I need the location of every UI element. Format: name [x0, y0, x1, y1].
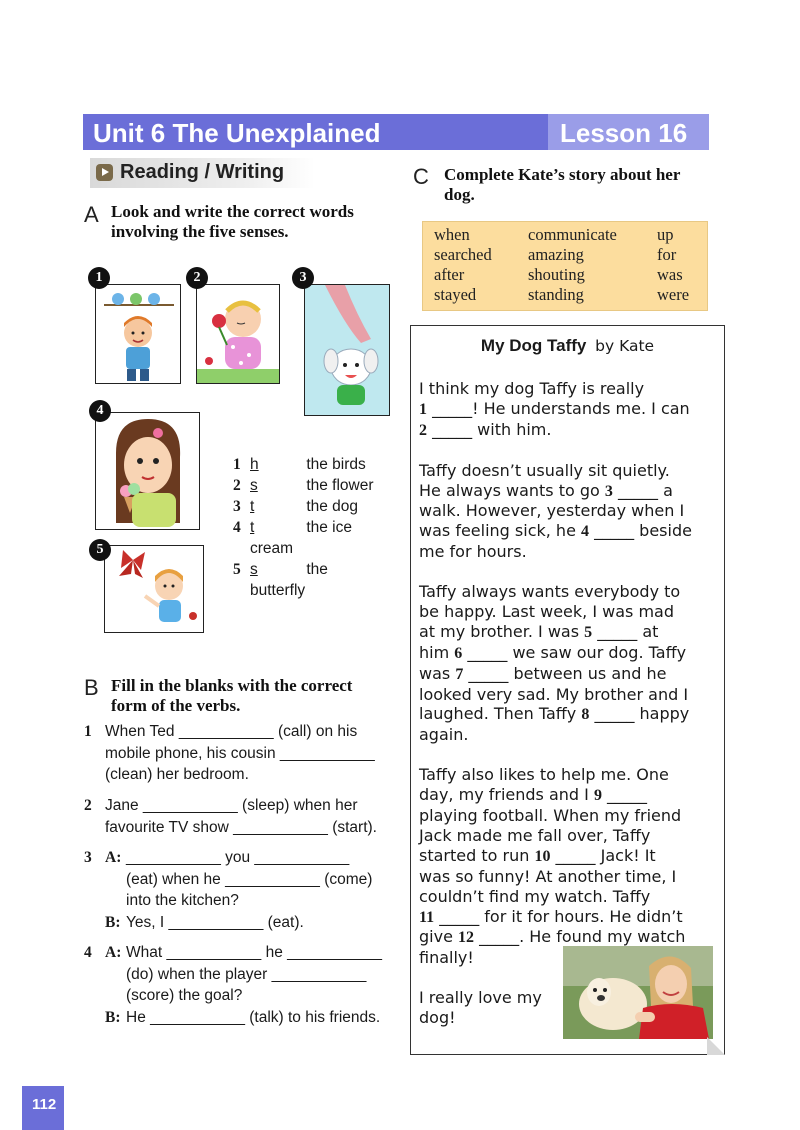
word-bank-item: shouting [528, 265, 585, 284]
answer-blank[interactable]: s [250, 477, 258, 494]
story-text-segment: _____ happy [589, 704, 690, 724]
exercise-b-1 [84, 721, 404, 786]
exercise-b-2 [84, 795, 404, 838]
story-text-segment: started to run [419, 845, 535, 865]
story-line [419, 685, 719, 705]
word-bank-item: amazing [528, 245, 584, 264]
skill-tag-label: Reading / Writing [120, 161, 285, 183]
item-number: 1 [233, 456, 241, 473]
story-line [419, 582, 719, 602]
story-text-segment: _____ we saw our dog. Taffy [462, 642, 687, 662]
story-text-segment: was so funny! At another time, I [419, 866, 677, 886]
answer-blank[interactable]: h [250, 456, 259, 473]
story-line [419, 461, 719, 481]
play-icon [96, 164, 113, 181]
skill-tag [90, 158, 315, 188]
exercise-line: (score) the goal? [126, 987, 243, 1004]
story-line [419, 887, 719, 907]
section-c-letter: C [413, 164, 429, 189]
story-text-segment: playing football. When my friend [419, 805, 682, 825]
story-line [419, 501, 719, 521]
exercise-b-4 [84, 942, 404, 1028]
story-text-segment: Taffy doesn’t usually sit quietly. [419, 460, 670, 480]
story-line [419, 907, 719, 928]
item-number: 5 [233, 561, 241, 578]
story-text-segment: couldn’t find my watch. Taffy [419, 886, 651, 906]
speaker-b: B: [105, 913, 121, 931]
blank-number: 6 [454, 644, 463, 662]
story-line [419, 420, 719, 441]
sense-item [233, 517, 393, 538]
blank-number: 10 [534, 847, 551, 865]
unit-banner [83, 114, 709, 150]
story-line [419, 602, 719, 622]
item-number: 3 [233, 498, 241, 515]
story-text-segment: laughed. Then Taffy [419, 704, 582, 724]
story-text-segment: finally! [419, 948, 474, 968]
section-a-title-line1: Look and write the correct words [111, 202, 354, 221]
picture-number-1: 1 [88, 267, 110, 289]
section-b-letter: B [84, 675, 99, 700]
sense-item [233, 559, 393, 580]
exercise-line: Jane ___________ (sleep) when her [105, 797, 358, 814]
story-card [410, 325, 725, 1055]
picture-dog-touch [304, 284, 390, 416]
item-number: 3 [84, 849, 92, 866]
word-bank-item: communicate [528, 225, 617, 244]
word-bank [422, 221, 708, 311]
story-line [419, 785, 719, 806]
story-line [419, 562, 719, 582]
section-c-title-line2: dog. [444, 185, 475, 204]
item-text: the [306, 561, 328, 578]
story-line [419, 542, 719, 562]
blank-number: 4 [581, 523, 589, 541]
unit-title: Unit 6 The Unexplained [93, 118, 381, 148]
story-title: My Dog Taffy [480, 336, 587, 355]
sense-item [233, 475, 393, 496]
story-text-segment: Jack made me fall over, Taffy [419, 825, 651, 845]
story-text-segment: I think my dog Taffy is really [419, 379, 645, 398]
answer-blank[interactable]: s [250, 561, 258, 578]
item-text: the dog [306, 498, 359, 515]
picture-number-5: 5 [89, 539, 111, 561]
exercise-line: (clean) her bedroom. [105, 766, 249, 783]
word-bank-item: after [434, 265, 465, 284]
blank-number: 8 [581, 706, 590, 724]
exercise-line: What ___________ he ___________ [126, 944, 382, 961]
picture-number-2: 2 [186, 267, 208, 289]
blank-number: 7 [455, 665, 464, 683]
story-line [419, 521, 719, 542]
story-text-segment: was feeling sick, he [419, 521, 581, 541]
story-line [419, 704, 719, 725]
answer-blank[interactable]: t [250, 519, 255, 536]
blank-number: 5 [584, 623, 593, 641]
item-continuation: butterfly [250, 582, 306, 599]
story-author: by Kate [595, 337, 655, 355]
story-text-segment: Taffy also likes to help me. One [419, 765, 669, 785]
exercise-line: ___________ you ___________ [126, 849, 350, 866]
blank-number: 9 [593, 787, 602, 805]
story-line [419, 806, 719, 826]
story-line [419, 745, 719, 765]
story-text-segment: be happy. Last week, I was mad [419, 601, 674, 621]
story-text-segment: _____ with him. [427, 419, 552, 439]
section-a-letter: A [84, 202, 99, 227]
page-fold [707, 1037, 725, 1055]
exercise-line: (do) when the player ___________ [126, 965, 367, 983]
story-line [419, 664, 719, 685]
exercise-line: He ___________ (talk) to his friends. [126, 1008, 381, 1026]
story-text-segment: looked very sad. My brother and I [419, 684, 689, 704]
section-b-title-line1: Fill in the blanks with the correct [111, 676, 353, 695]
story-text-segment: walk. However, yesterday when I [419, 501, 685, 521]
story-line [419, 846, 719, 867]
picture-baby-flower [196, 284, 280, 384]
story-text-segment: _____ between us and he [463, 663, 667, 683]
story-text-segment: _____. He found my watch [474, 927, 686, 947]
exercise-line: Yes, I ___________ (eat). [126, 913, 304, 931]
word-bank-item: stayed [434, 285, 477, 304]
story-text-segment: day, my friends and I [419, 785, 594, 805]
section-c-title [444, 165, 680, 205]
exercise-line: When Ted ___________ (call) on his [105, 723, 358, 740]
story-line [419, 622, 719, 643]
word-bank-item: for [657, 245, 677, 264]
item-number: 1 [84, 723, 92, 740]
exercise-line: favourite TV show ___________ (start). [105, 818, 377, 836]
story-text-segment: dog! [419, 1008, 456, 1028]
speaker-a: A: [105, 944, 122, 961]
story-text-segment: _____ Jack! It [550, 845, 656, 865]
story-line [419, 399, 719, 420]
story-text-segment: was [419, 663, 456, 683]
lesson-box [548, 114, 709, 150]
blank-number: 2 [419, 421, 427, 439]
story-line [419, 441, 719, 461]
item-number: 4 [84, 944, 92, 961]
blank-number: 12 [458, 929, 474, 947]
story-text-segment: _____ [601, 785, 648, 805]
sense-item [233, 496, 393, 517]
story-text-segment: at my brother. I was [419, 621, 585, 641]
story-line [419, 725, 719, 745]
story-heading [411, 336, 724, 356]
sense-item [233, 454, 393, 475]
item-text: the birds [306, 456, 366, 473]
picture-girl-butterfly [104, 545, 204, 633]
blank-number: 11 [419, 908, 435, 926]
speaker-a: A: [105, 849, 122, 866]
story-line [419, 826, 719, 846]
story-line [419, 481, 719, 502]
section-a-title [111, 202, 354, 242]
item-text: the ice [306, 519, 352, 536]
story-line [419, 379, 719, 399]
photo-girl-puppy [563, 946, 713, 1039]
story-text-segment: him [419, 642, 455, 662]
page-number-tab [22, 1086, 64, 1130]
item-number: 4 [233, 519, 241, 536]
lesson-title: Lesson 16 [560, 118, 688, 148]
picture-number-3: 3 [292, 267, 314, 289]
story-text-segment: _____ at [592, 621, 659, 641]
word-bank-item: were [657, 285, 690, 304]
section-b-title-line2: form of the verbs. [111, 696, 241, 715]
section-a-title-line2: involving the five senses. [111, 222, 289, 241]
story-text-segment: _____! He understands me. I can [427, 398, 690, 418]
answer-blank[interactable]: t [250, 498, 255, 515]
picture-boy-birds [95, 284, 181, 384]
story-text-segment: He always wants to go [419, 480, 605, 500]
story-text-segment: I really love my [419, 988, 542, 1008]
exercise-line: into the kitchen? [126, 892, 239, 909]
story-line [419, 867, 719, 887]
story-text-segment: _____ beside [589, 521, 692, 541]
sense-list [233, 454, 393, 601]
page-number: 112 [32, 1096, 57, 1113]
story-text-segment: _____ for it for hours. He didn’t [434, 906, 683, 926]
exercise-line: mobile phone, his cousin ___________ [105, 744, 375, 762]
item-continuation: cream [250, 540, 294, 557]
story-text-segment: me for hours. [419, 542, 527, 562]
exercise-line: (eat) when he ___________ (come) [126, 870, 373, 888]
word-bank-item: standing [528, 285, 584, 304]
story-text-segment: Taffy always wants everybody to [419, 582, 681, 602]
story-text-segment: again. [419, 725, 469, 745]
item-text: the flower [306, 477, 374, 494]
item-number: 2 [233, 477, 241, 494]
story-line [419, 765, 719, 785]
story-body [419, 379, 719, 1028]
speaker-b: B: [105, 1008, 121, 1026]
section-c-title-line1: Complete Kate’s story about her [444, 165, 681, 184]
story-text-segment: give [419, 927, 458, 947]
section-b-title [111, 676, 352, 716]
word-bank-item: when [434, 225, 470, 244]
blank-number: 3 [604, 482, 613, 500]
story-line [419, 643, 719, 664]
picture-girl-icecream [95, 412, 200, 530]
word-bank-item: was [657, 265, 683, 284]
story-text-segment: _____ a [612, 480, 673, 500]
item-number: 2 [84, 797, 92, 814]
picture-number-4: 4 [89, 400, 111, 422]
blank-number: 1 [419, 400, 427, 418]
word-bank-item: up [657, 225, 674, 244]
exercise-b-3 [84, 847, 404, 933]
word-bank-item: searched [434, 245, 492, 264]
